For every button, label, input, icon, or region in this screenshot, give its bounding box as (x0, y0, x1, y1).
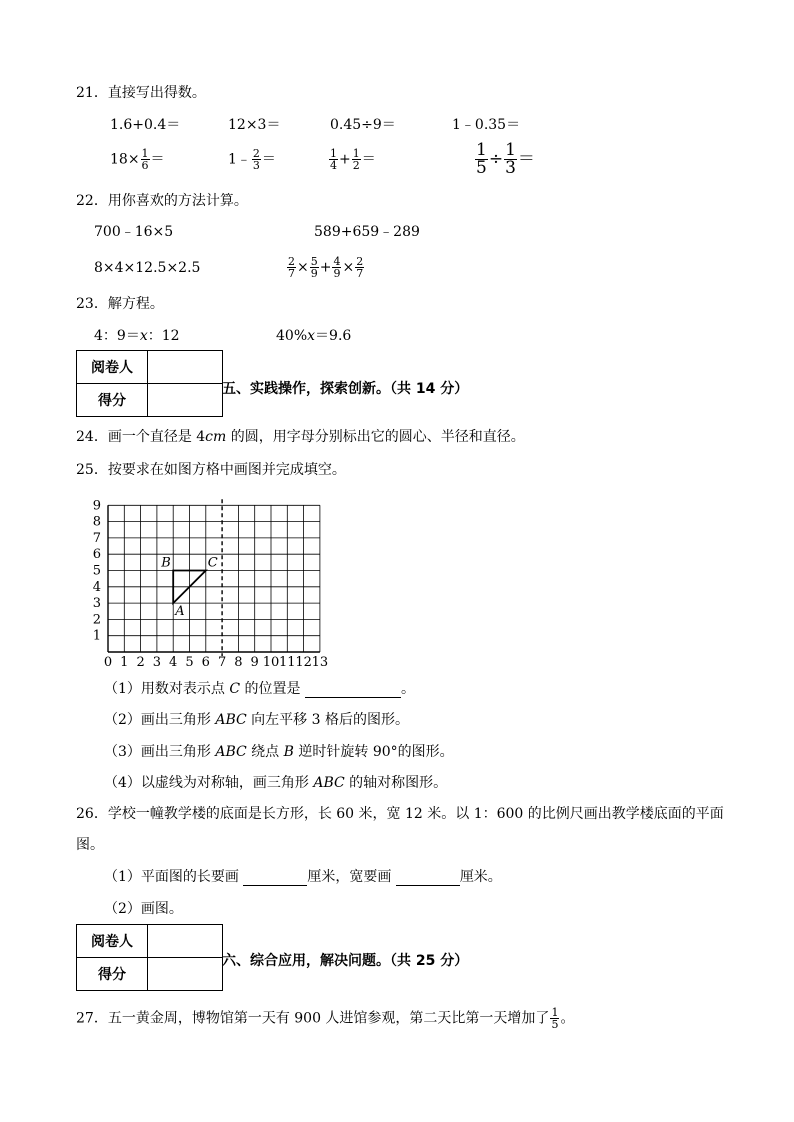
q21-item-3: 0.45÷9＝ (330, 117, 396, 133)
q26-line-2: 图。 (76, 837, 104, 853)
triangle-abc (160, 556, 218, 620)
x-tick-label: 1 (120, 655, 129, 670)
score-cell (148, 958, 223, 991)
y-tick-label: 1 (92, 628, 101, 644)
score-cell (148, 384, 223, 417)
reader-cell (148, 925, 223, 958)
score-box-6 (76, 924, 223, 991)
section-5-heading: 五、实践操作，探索创新。（共 14 分） (222, 381, 469, 397)
y-tick-label: 5 (92, 563, 101, 579)
length-blank[interactable] (243, 871, 307, 886)
y-tick-label: 7 (92, 530, 101, 546)
x-tick-label: 9 (250, 655, 259, 670)
x-tick-label: 6 (201, 655, 210, 670)
q26-sub-1: （1）平面图的长要画 厘米，宽要画 厘米。 (104, 869, 502, 885)
y-tick-label: 4 (92, 579, 101, 595)
q26-sub-2: （2）画图。 (104, 901, 183, 917)
score-label: 得分 (77, 958, 148, 991)
coordinate-grid (86, 492, 346, 672)
score-box-5 (76, 350, 223, 417)
y-tick-label: 2 (92, 612, 101, 628)
x-tick-label: 11 (279, 655, 296, 670)
q22-title: 22．用你喜欢的方法计算。 (76, 193, 248, 209)
point-label-a: A (175, 604, 185, 620)
width-blank[interactable] (396, 871, 460, 886)
q22-expr-4: $\frac{2}{7}$ × $\frac{5}{9}$ + $\frac{4}{9}$ × $\frac{2}{7}$ (288, 255, 364, 280)
score-label: 得分 (77, 384, 148, 417)
q21-title: 21．直接写出得数。 (76, 85, 206, 101)
q25-title: 25．按要求在如图方格中画图并完成填空。 (76, 462, 346, 478)
y-tick-label: 6 (92, 547, 101, 563)
q25-sub-4: （4）以虚线为对称轴，画三角形 ABC 的轴对称图形。 (104, 775, 448, 791)
point-label-c: C (207, 555, 218, 571)
x-tick-label: 10 (262, 655, 280, 670)
x-tick-label: 5 (185, 655, 194, 670)
grid-lines (108, 499, 320, 656)
q21-item-7: $\frac{1}{4}$ + $\frac{1}{2}$ ＝ (330, 147, 376, 172)
x-tick-label: 3 (152, 655, 162, 670)
y-tick-label: 8 (92, 514, 101, 530)
q23-title: 23．解方程。 (76, 296, 164, 312)
q27-text: 27．五一黄金周，博物馆第一天有 900 人进馆参观，第二天比第一天增加了 $\frac{1}{5}$ 。 (76, 1006, 575, 1031)
x-tick-label: 12 (295, 655, 312, 670)
q21-item-4: 1﹣0.35＝ (452, 117, 521, 133)
q25-sub-2: （2）画出三角形 ABC 向左平移 3 格后的图形。 (104, 712, 409, 728)
reader-label: 阅卷人 (77, 351, 148, 384)
q21-item-6: 1﹣ $\frac{2}{3}$ ＝ (228, 147, 276, 172)
q23-eq-1: 4：9＝x：12 (94, 328, 180, 344)
x-tick-label: 7 (217, 655, 227, 670)
x-tick-label: 13 (311, 655, 329, 670)
q25-sub-1: （1）用数对表示点 C 的位置是 。 (104, 681, 415, 697)
x-tick-label: 2 (136, 655, 145, 670)
section-6-heading: 六、综合应用，解决问题。（共 25 分） (222, 953, 469, 969)
answer-blank[interactable] (305, 683, 401, 698)
q23-eq-2: 40%x＝9.6 (276, 328, 352, 344)
q25-sub-3: （3）画出三角形 ABC 绕点 B 逆时针旋转 90°的图形。 (104, 744, 454, 760)
point-label-b: B (161, 555, 171, 571)
q24-text: 24．画一个直径是 4cm 的圆，用字母分别标出它的圆心、半径和直径。 (76, 429, 525, 445)
q22-expr-2: 589+659﹣289 (314, 224, 420, 240)
x-tick-label: 8 (234, 655, 243, 670)
q22-expr-1: 700﹣16×5 (94, 224, 174, 240)
q21-item-1: 1.6+0.4＝ (110, 117, 181, 133)
grid-tick-labels (93, 498, 328, 670)
q26-line-1: 26．学校一幢教学楼的底面是长方形，长 60 米，宽 12 米。以 1：600 的比例尺画出教学楼底面的平面 (76, 806, 724, 822)
reader-cell (148, 351, 223, 384)
x-tick-label: 0 (103, 655, 113, 670)
q22-expr-3: 8×4×12.5×2.5 (94, 260, 201, 276)
q21-item-2: 12×3＝ (228, 117, 281, 133)
y-tick-label: 3 (92, 596, 101, 612)
reader-label: 阅卷人 (77, 925, 148, 958)
q21-item-5: 18× $\frac{1}{6}$ ＝ (110, 147, 165, 172)
y-tick-label: 9 (92, 498, 101, 514)
q21-item-8: $\frac{1}{5}$ ÷ $\frac{1}{3}$ ＝ (476, 140, 535, 178)
x-tick-label: 4 (169, 655, 178, 670)
